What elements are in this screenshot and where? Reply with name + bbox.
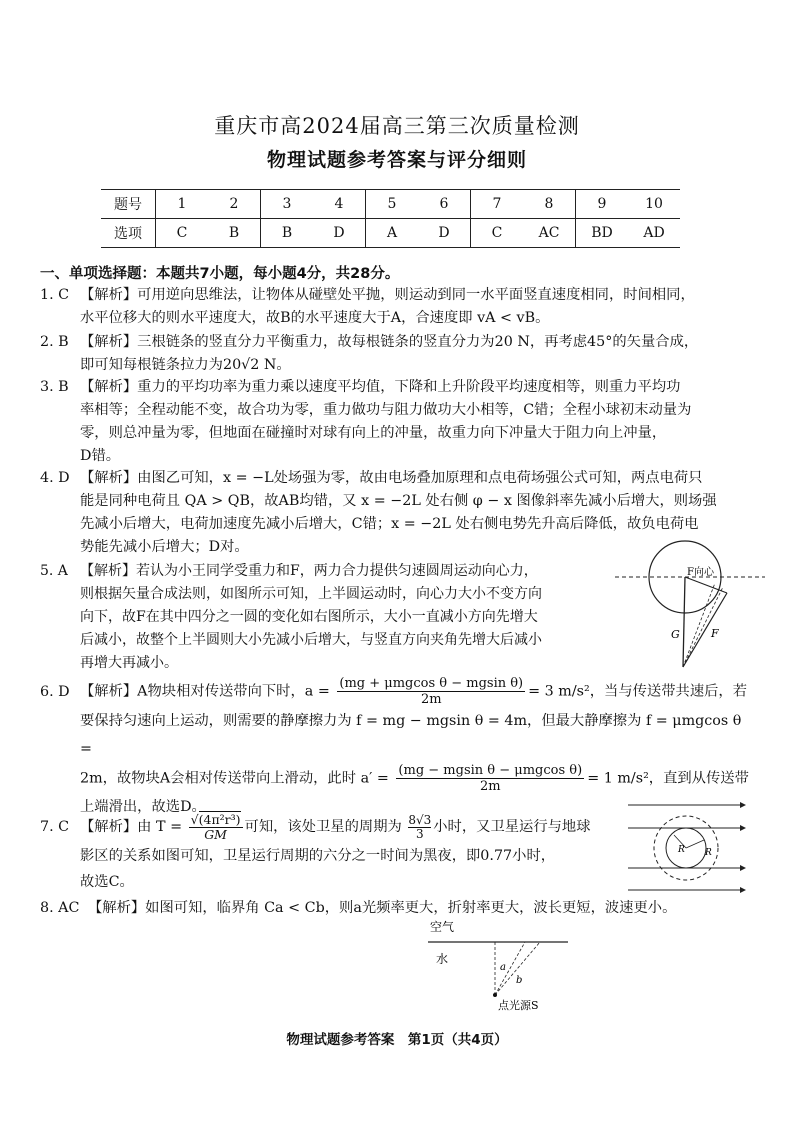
table-cell: D [418, 219, 471, 248]
satellite-orbit-figure [628, 800, 748, 900]
fig-label-b: b [516, 975, 523, 986]
answer-table [101, 189, 680, 248]
question-text: 水平位移大的则水平速度大，故B的水平速度大于A，合速度即 vA < vB。 [80, 310, 550, 326]
table-cell: 1 [156, 190, 209, 219]
question-text: 【解析】由 T = [80, 819, 183, 835]
question-text: 2m，故物块A会相对传送带向上滑动，此时 a′ = [80, 770, 389, 787]
question-text: 先减小后增大，电荷加速度先减小后增大，C错；x = −2L 处右侧电势先升高后降低，故负电荷电 [80, 516, 699, 532]
question-number: 8. AC [40, 900, 80, 916]
fig-label-air: 空气 [430, 920, 455, 934]
table-cell: B [281, 225, 293, 241]
fraction-numerator: (mg + μmgcos θ − mgsin θ) [339, 676, 524, 691]
question-text: = 3 m/s²，当与传送带共速后，若 [528, 683, 748, 700]
table-cell: 10 [628, 190, 680, 219]
fraction-numerator: (4π²r³) [198, 811, 241, 827]
fig-label-source: 点光源S [498, 999, 539, 1012]
question-1 [40, 284, 752, 330]
fig-label-water: 水 [436, 952, 449, 966]
fraction-denominator: GM [204, 826, 227, 842]
question-text: 【解析】三根链条的竖直分力平衡重力，故每根链条的竖直分力为20 N，再考虑45°的矢量合成， [80, 334, 699, 350]
fig-label-g: G [671, 628, 680, 641]
table-cell: 3 [261, 190, 314, 219]
fig-label-r2: R [705, 848, 712, 858]
question-number: 3. B [40, 379, 69, 395]
question-text: 后减小，故整个上半圆则大小先减小后增大，与竖直方向夹角先增大后减小 [80, 632, 542, 648]
question-text: 故选C。 [80, 874, 134, 890]
question-text: 可知，该处卫星的周期为 [244, 819, 402, 835]
fig-label-r1: R [678, 845, 685, 855]
refraction-figure [420, 915, 580, 1015]
question-number: 4. D [40, 470, 70, 486]
question-text: 零，则总冲量为零，但地面在碰撞时对球有向上的冲量，故重力向下冲量大于阻力向上冲量， [80, 425, 667, 441]
fraction [396, 763, 584, 794]
table-cell: A [386, 225, 398, 241]
question-text: 小时，又卫星运行与地球 [433, 819, 591, 835]
question-text: 【解析】由图乙可知，x = −L处场强为零，故由电场叠加原理和点电荷场强公式可知，两点电荷只 [80, 470, 703, 486]
table-cell: C [176, 225, 188, 241]
question-text: 【解析】A物块相对传送带向下时，a = [80, 683, 330, 700]
fraction-numerator: (mg − mgsin θ − μmgcos θ) [398, 763, 583, 778]
question-text: 影区的关系如图可知，卫星运行周期的六分之一时间为黑夜，即0.77小时， [80, 848, 556, 864]
table-cell: 2 [208, 190, 261, 219]
question-5 [40, 560, 620, 675]
question-text: 【解析】若认为小王同学受重力和F，两力合力提供匀速圆周运动向心力， [80, 563, 538, 579]
question-text: 【解析】重力的平均功率为重力乘以速度平均值，下降和上升阶段平均速度相等，则重力平均功 [80, 379, 681, 395]
page-footer: 物理试题参考答案 第1页（共4页） [286, 1032, 508, 1048]
question-text: 向下，故F在其中四分之一圆的变化如右图所示，大小一直减小方向先增大 [80, 609, 538, 625]
question-text: 要保持匀速向上运动，则需要的静摩擦力为 f = mg − mgsin θ = 4m，但最大静摩擦为 f = μmgcos θ = [80, 713, 742, 757]
fraction [337, 676, 525, 707]
fraction [408, 814, 431, 841]
page-subtitle: 物理试题参考答案与评分细则 [266, 149, 527, 171]
question-number: 5. A [40, 563, 68, 579]
question-text: 率相等；全程动能不变，故合功为零，重力做功与阻力做功大小相等，C错；全程小球初末动量为 [80, 402, 692, 418]
question-number: 7. C [40, 819, 70, 835]
table-cell: AD [643, 225, 665, 241]
fig-label-f: F [711, 627, 719, 640]
circular-motion-figure [615, 535, 765, 675]
question-text: 【解析】可用逆向思维法，让物体从碰壁处平抛，则运动到同一水平面竖直速度相同，时间相同， [80, 287, 695, 303]
question-text: 则根据矢量合成法则，如图所示可知，上半圆运动时，向心力大小不变方向 [80, 586, 542, 602]
fraction-numerator: 8√3 [408, 812, 432, 827]
fraction-denominator: 3 [415, 826, 424, 841]
table-cell: BD [591, 225, 613, 241]
fraction-denominator: 2m [480, 779, 501, 794]
fig-label-a: a [500, 962, 506, 973]
table-cell: 5 [366, 190, 419, 219]
fraction-denominator: 2m [420, 692, 442, 707]
question-text: 能是同种电荷且 QA > QB，故AB均错，又 x = −2L 处右侧 φ − x 图像斜率先减小后增大，则场强 [80, 493, 717, 509]
question-2 [40, 331, 752, 377]
question-text: 势能先减小后增大；D对。 [80, 539, 249, 555]
table-header-cell: 选项 [101, 219, 156, 248]
table-cell: 6 [418, 190, 471, 219]
question-text: = 1 m/s²，直到从传送带 [587, 770, 749, 787]
question-text: 【解析】如图可知，临界角 Ca < Cb，则a光频率更大，折射率更大，波长更短，波速更小。 [88, 900, 677, 916]
question-text: 上端滑出，故选D。 [80, 799, 206, 815]
table-cell: 8 [523, 190, 576, 219]
question-8 [40, 897, 752, 920]
question-7 [40, 812, 640, 894]
question-3 [40, 376, 752, 468]
fig-label-centripetal: F向心 [687, 567, 714, 578]
question-text: D错。 [80, 448, 121, 464]
table-cell: C [491, 225, 503, 241]
section-heading: 一、单项选择题：本题共7小题，每小题4分，共28分。 [40, 266, 400, 282]
question-text: 再增大再减小。 [80, 655, 178, 671]
page-title: 重庆市高2024届高三第三次质量检测 [214, 114, 580, 138]
question-text: 即可知每根链条拉力为20√2 N。 [80, 357, 291, 373]
sqrt-fraction: $\frac{\text{√(4π²r³)}}{GM}$ [190, 811, 241, 842]
table-cell: D [313, 219, 366, 248]
table-cell: 7 [471, 190, 524, 219]
table-cell: B [208, 219, 261, 248]
table-cell: 9 [576, 190, 629, 219]
table-header-cell: 题号 [101, 190, 156, 219]
question-number: 1. C [40, 287, 70, 303]
table-cell: 4 [313, 190, 366, 219]
question-6 [40, 676, 752, 820]
question-number: 2. B [40, 334, 69, 350]
table-cell: AC [523, 219, 576, 248]
question-number: 6. D [40, 683, 70, 700]
